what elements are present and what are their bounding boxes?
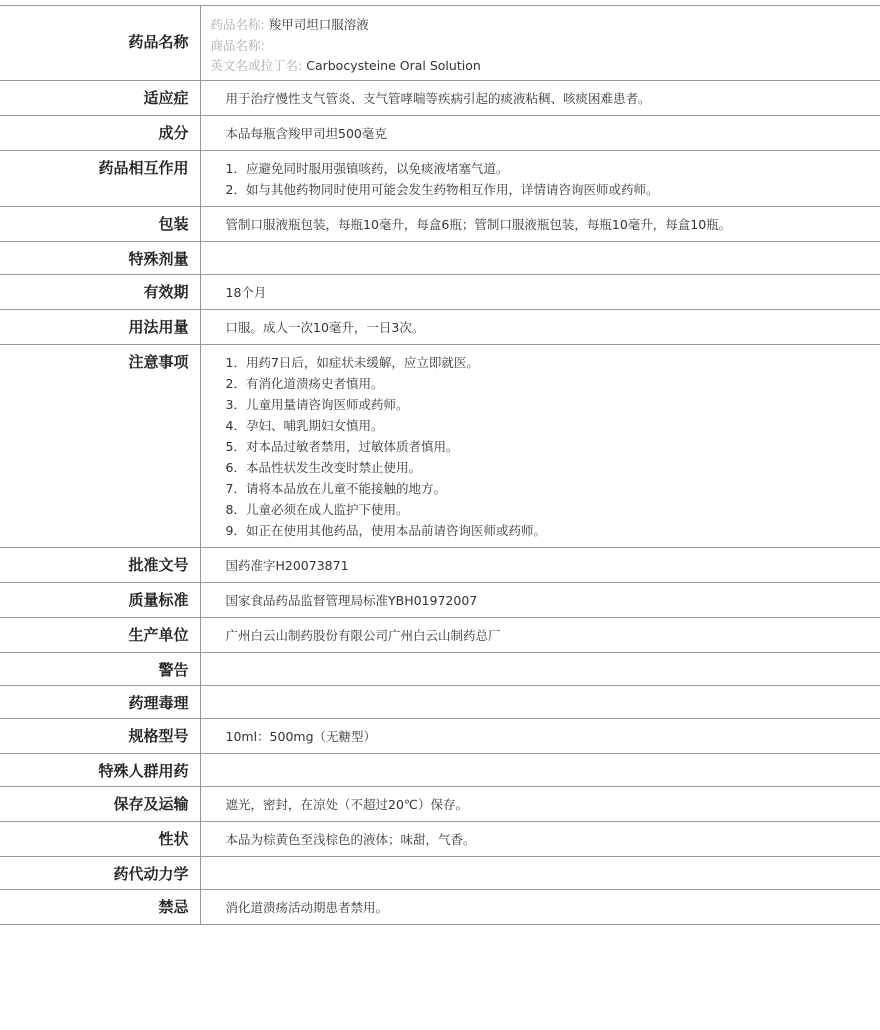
label-special-population: 特殊人群用药 <box>0 753 200 786</box>
value-ingredients: 本品每瓶含羧甲司坦500毫克 <box>200 115 880 150</box>
value-appearance: 本品为棕黄色至浅棕色的液体；味甜，气香。 <box>200 821 880 856</box>
english-name-line <box>211 56 781 77</box>
label-special-dosage: 特殊剂量 <box>0 241 200 274</box>
value-pharmacology <box>200 685 880 718</box>
value-packaging: 管制口服液瓶包装，每瓶10毫升，每盒6瓶；管制口服液瓶包装，每瓶10毫升，每盒10瓶。 <box>200 206 880 241</box>
row-warning <box>0 652 880 685</box>
precaution-item: 7．请将本品放在儿童不能接触的地方。 <box>225 480 446 496</box>
precaution-item: 9．如正在使用其他药品，使用本品前请咨询医师或药师。 <box>225 522 546 538</box>
row-approval-number <box>0 547 880 582</box>
value-pharmacokinetics <box>200 856 880 889</box>
label-ingredients: 成分 <box>0 115 200 150</box>
english-name-key: 英文名或拉丁名: <box>210 58 303 73</box>
precaution-item: 5．对本品过敏者禁用，过敏体质者慎用。 <box>225 438 459 454</box>
value-special-dosage <box>200 241 880 274</box>
row-packaging <box>0 206 880 241</box>
trade-name-line <box>211 36 781 57</box>
drug-info-table <box>0 5 880 925</box>
label-specification: 规格型号 <box>0 718 200 753</box>
interaction-item: 2．如与其他药物同时使用可能会发生药物相互作用，详情请咨询医师或药师。 <box>225 181 659 197</box>
row-precautions <box>0 344 880 547</box>
row-special-dosage <box>0 241 880 274</box>
label-contraindications: 禁忌 <box>0 889 200 924</box>
row-interactions <box>0 150 880 206</box>
row-quality-standard <box>0 582 880 617</box>
generic-name-line <box>211 15 781 36</box>
label-shelf-life: 有效期 <box>0 274 200 309</box>
value-interactions <box>200 150 880 206</box>
value-storage: 遮光，密封，在凉处（不超过20℃）保存。 <box>200 786 880 821</box>
value-special-population <box>200 753 880 786</box>
label-packaging: 包装 <box>0 206 200 241</box>
generic-name-value: 羧甲司坦口服溶液 <box>268 17 369 32</box>
row-indications <box>0 80 880 115</box>
row-pharmacokinetics <box>0 856 880 889</box>
row-usage <box>0 309 880 344</box>
value-contraindications: 消化道溃疡活动期患者禁用。 <box>200 889 880 924</box>
value-approval-number: 国药准字H20073871 <box>200 547 880 582</box>
value-warning <box>200 652 880 685</box>
row-ingredients <box>0 115 880 150</box>
value-manufacturer: 广州白云山制药股份有限公司广州白云山制药总厂 <box>200 617 880 652</box>
row-specification <box>0 718 880 753</box>
row-storage <box>0 786 880 821</box>
precaution-item: 4．孕妇、哺乳期妇女慎用。 <box>225 417 384 433</box>
english-name-value: Carbocysteine Oral Solution <box>306 58 481 73</box>
label-pharmacokinetics: 药代动力学 <box>0 856 200 889</box>
row-shelf-life <box>0 274 880 309</box>
precaution-item: 8．儿童必须在成人监护下使用。 <box>225 501 409 517</box>
precaution-item: 6．本品性状发生改变时禁止使用。 <box>225 459 421 475</box>
row-special-population <box>0 753 880 786</box>
trade-name-key: 商品名称: <box>210 37 265 53</box>
row-drug-name <box>0 6 880 81</box>
label-approval-number: 批准文号 <box>0 547 200 582</box>
value-shelf-life: 18个月 <box>200 274 880 309</box>
label-precautions: 注意事项 <box>0 344 200 547</box>
value-quality-standard: 国家食品药品监督管理局标准YBH01972007 <box>200 582 880 617</box>
label-drug-name: 药品名称 <box>0 6 200 81</box>
value-precautions <box>200 344 880 547</box>
row-appearance <box>0 821 880 856</box>
interaction-item: 1．应避免同时服用强镇咳药，以免痰液堵塞气道。 <box>225 160 509 176</box>
value-drug-name <box>200 6 880 81</box>
value-indications: 用于治疗慢性支气管炎、支气管哮喘等疾病引起的痰液粘稠、咳痰困难患者。 <box>200 80 880 115</box>
label-interactions: 药品相互作用 <box>0 150 200 206</box>
label-usage: 用法用量 <box>0 309 200 344</box>
label-manufacturer: 生产单位 <box>0 617 200 652</box>
precaution-item: 3．儿童用量请咨询医师或药师。 <box>225 396 409 412</box>
label-appearance: 性状 <box>0 821 200 856</box>
precaution-item: 2．有消化道溃疡史者慎用。 <box>225 375 384 391</box>
label-pharmacology: 药理毒理 <box>0 685 200 718</box>
value-usage: 口服。成人一次10毫升，一日3次。 <box>200 309 880 344</box>
row-contraindications <box>0 889 880 924</box>
label-storage: 保存及运输 <box>0 786 200 821</box>
row-manufacturer <box>0 617 880 652</box>
precaution-item: 1．用药7日后，如症状未缓解，应立即就医。 <box>225 354 479 370</box>
label-indications: 适应症 <box>0 80 200 115</box>
label-warning: 警告 <box>0 652 200 685</box>
label-quality-standard: 质量标准 <box>0 582 200 617</box>
generic-name-key: 药品名称: <box>210 17 265 32</box>
value-specification: 10ml：500mg（无糖型） <box>200 718 880 753</box>
row-pharmacology <box>0 685 880 718</box>
